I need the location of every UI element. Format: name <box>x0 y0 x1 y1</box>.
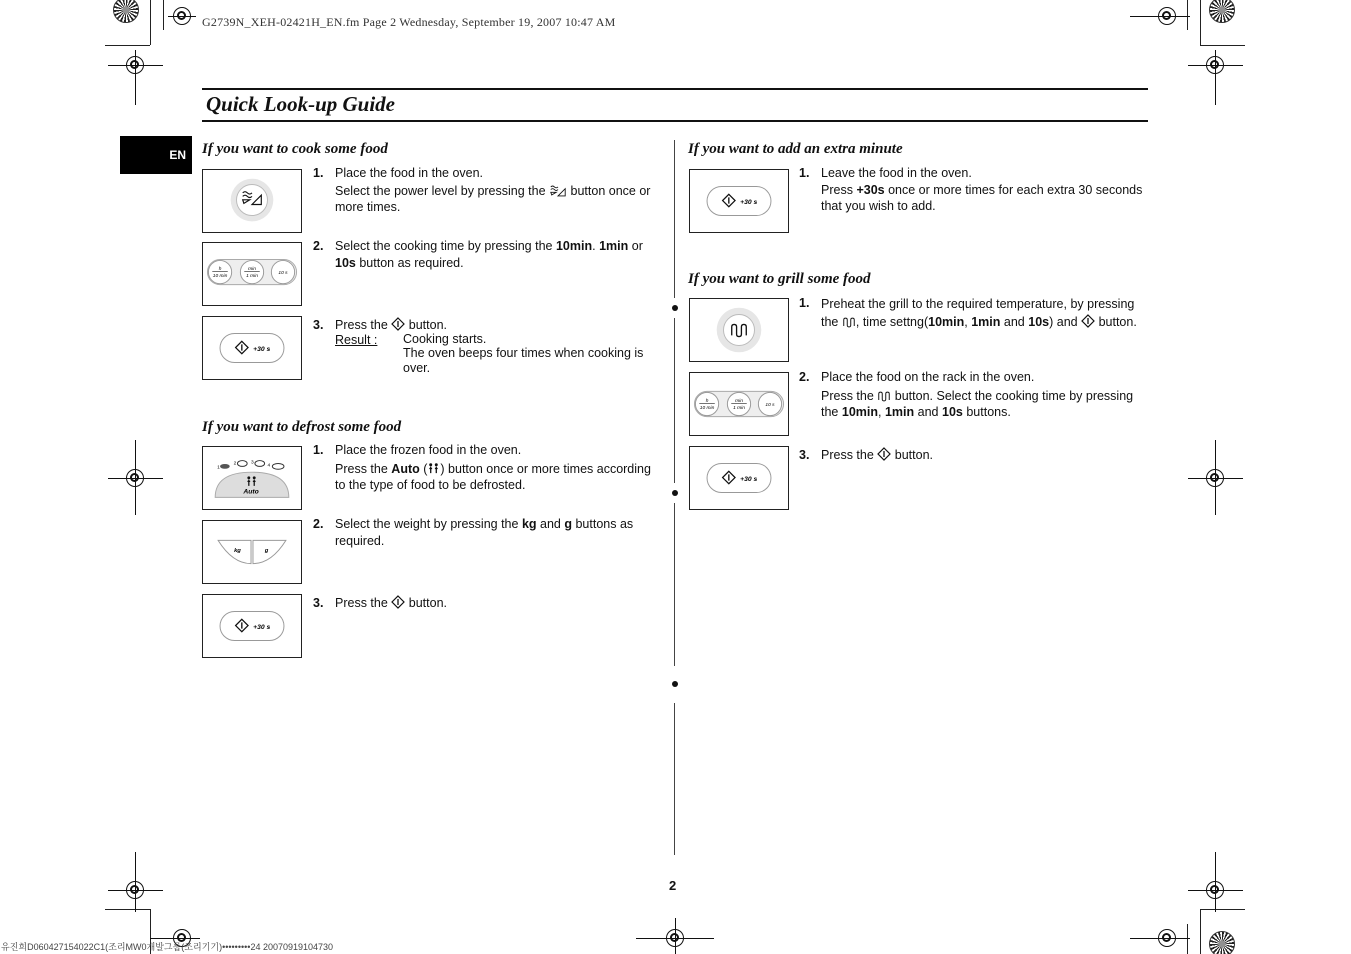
step-text: Place the food in the oven. <box>335 166 484 180</box>
step-number: 2. <box>313 517 324 531</box>
step-text: required. <box>335 533 385 548</box>
registration-crosshair <box>1130 938 1190 939</box>
hour-label: h <box>705 399 709 405</box>
start-icon <box>1081 314 1095 328</box>
bold-text: 10s <box>335 255 356 270</box>
registration-crosshair <box>1215 852 1216 912</box>
bold-text: 10min <box>928 315 965 329</box>
step-number: 1. <box>313 443 324 457</box>
step-number: 1. <box>799 296 810 310</box>
step-text: Leave the food in the oven. <box>821 166 972 180</box>
title-bottom-rule <box>202 120 1148 122</box>
start-icon <box>877 447 891 461</box>
time-buttons-panel <box>202 242 302 306</box>
plus30-label: +30 s <box>740 198 758 206</box>
step-number: 3. <box>313 596 324 610</box>
hour-label: h <box>218 267 222 273</box>
registration-star-mark <box>1209 0 1235 23</box>
crop-mark <box>163 0 164 30</box>
time-buttons-panel <box>689 372 789 436</box>
auto-step-label: 1 <box>217 465 220 471</box>
step-number: 3. <box>799 448 810 462</box>
registration-crosshair <box>150 938 200 939</box>
start-button-illustration <box>203 595 301 657</box>
start-icon <box>391 595 405 609</box>
step-text: button as required. <box>359 255 464 270</box>
title-top-rule <box>202 88 1148 90</box>
step-text: buttons as <box>575 517 634 531</box>
power-level-icon <box>549 184 567 197</box>
step-text: ) and <box>1049 315 1078 329</box>
step-text: Press the <box>335 318 388 332</box>
bold-text: 10min <box>841 405 879 419</box>
power-level-button-illustration <box>203 170 301 232</box>
step-text: , <box>878 405 882 419</box>
start-button-panel <box>689 446 789 510</box>
auto-defrost-icon <box>427 462 440 475</box>
step-text: Press the <box>335 596 388 610</box>
step-text: button. <box>408 318 448 332</box>
result-text: Cooking starts. <box>403 331 487 346</box>
crop-mark <box>1200 45 1245 46</box>
step-number: 1. <box>799 166 810 180</box>
crop-mark <box>1187 0 1188 30</box>
step-text: , <box>964 315 968 329</box>
bold-text: kg <box>521 517 537 531</box>
step-number: 3. <box>313 318 324 332</box>
registration-star-mark <box>113 0 139 23</box>
auto-label: Auto <box>243 488 259 496</box>
section-heading-extra-minute: If you want to add an extra minute <box>688 141 903 157</box>
bold-text: +30s <box>856 182 885 197</box>
one-min-label: 1 min <box>246 273 258 279</box>
registration-crosshair <box>135 50 136 105</box>
step-text: Press the <box>821 448 874 462</box>
section-heading-defrost: If you want to defrost some food <box>202 419 402 435</box>
step-text: and <box>1003 315 1025 329</box>
divider-dot <box>672 681 678 687</box>
result-text: The oven beeps four times when cooking is <box>403 346 644 360</box>
language-tab: EN <box>120 136 192 174</box>
step-text: and <box>917 405 939 419</box>
plus30-label: +30 s <box>253 345 271 353</box>
weight-buttons-illustration <box>203 521 301 583</box>
step-text: ) button once or more times according <box>440 461 651 476</box>
step-text: that you wish to add. <box>821 199 936 213</box>
step-text: Place the frozen food in the oven. <box>335 443 522 457</box>
bold-text: 1min <box>599 239 629 253</box>
step-text: Select the weight by pressing the <box>335 517 519 531</box>
power-level-button-panel <box>202 169 302 233</box>
crop-mark <box>1200 0 1201 45</box>
auto-defrost-button-panel <box>202 446 302 510</box>
section-heading-cook: If you want to cook some food <box>202 141 388 157</box>
step-text: Press the <box>821 388 874 403</box>
ten-s-label: 10 s <box>278 271 288 276</box>
step-text: Select the power level by pressing the <box>335 183 546 198</box>
auto-step-label: 3 <box>251 460 254 466</box>
time-buttons-illustration <box>690 373 788 435</box>
registration-crosshair <box>1188 478 1243 479</box>
start-button-illustration <box>203 317 301 379</box>
kg-label: kg <box>234 548 241 554</box>
one-min-label: 1 min <box>733 405 745 411</box>
bold-text: 10min <box>555 239 593 253</box>
ten-s-label: 10 s <box>765 402 775 408</box>
auto-step-label: 4 <box>267 463 271 469</box>
result-text: over. <box>403 360 431 375</box>
footer-print-info: 유진희D060427154022C1(조리MW0개발그룹(조리기기)•••••••••24 20070919104730 <box>1 942 334 952</box>
bold-text: 10s <box>942 405 963 419</box>
step-number: 1. <box>313 166 324 180</box>
step-text: once or more times for each extra 30 seconds <box>888 182 1143 197</box>
plus30-label: +30 s <box>740 475 758 483</box>
step-text: and <box>540 517 561 531</box>
page-number: 2 <box>669 878 677 893</box>
file-header-line: G2739N_XEH-02421H_EN.fm Page 2 Wednesday, September 19, 2007 10:47 AM <box>202 15 616 29</box>
registration-crosshair <box>168 16 196 17</box>
grill-icon <box>877 391 891 402</box>
g-label: g <box>264 548 269 554</box>
bold-text: 1min <box>971 315 1001 329</box>
min-label: min <box>248 267 256 273</box>
start-button-panel <box>689 169 789 233</box>
crop-mark <box>105 45 150 46</box>
crop-mark <box>150 0 151 45</box>
step-text: , time settng( <box>855 315 929 329</box>
start-icon <box>391 317 405 331</box>
step-text: button. Select the cooking time by pressing <box>894 388 1134 403</box>
registration-crosshair <box>135 852 136 912</box>
step-text: or <box>631 239 643 253</box>
step-text: ( <box>423 461 428 476</box>
registration-crosshair <box>1188 65 1243 66</box>
grill-button-illustration <box>690 299 788 361</box>
step-text: the <box>821 315 839 329</box>
registration-crosshair <box>1215 50 1216 105</box>
weight-buttons-panel <box>202 520 302 584</box>
registration-crosshair <box>108 478 163 479</box>
bold-text: g <box>564 517 572 531</box>
bold-text: Auto <box>391 461 420 476</box>
bold-text: 1min <box>884 405 915 419</box>
crop-mark <box>1187 924 1188 954</box>
column-divider <box>674 703 675 855</box>
registration-crosshair <box>675 918 676 954</box>
step-text: button. <box>408 596 448 610</box>
registration-crosshair <box>108 65 163 66</box>
step-text: to the type of food to be defrosted. <box>335 478 526 492</box>
crop-mark <box>1200 909 1245 910</box>
plus30-label: +30 s <box>253 623 271 631</box>
start-button-illustration <box>690 447 788 509</box>
column-divider <box>674 140 675 298</box>
start-button-panel <box>202 594 302 658</box>
crop-mark <box>105 909 150 910</box>
registration-crosshair <box>1130 16 1190 17</box>
bold-text: 10s <box>1028 315 1050 329</box>
ten-min-label: 10 min <box>212 273 228 279</box>
divider-dot <box>672 305 678 311</box>
auto-step-label: 2 <box>233 461 237 467</box>
step-number: 2. <box>313 239 324 253</box>
step-number: 2. <box>799 370 810 384</box>
registration-star-mark <box>1209 931 1235 954</box>
result-label: Result : <box>335 332 378 347</box>
section-heading-grill: If you want to grill some food <box>688 271 871 287</box>
registration-crosshair <box>1188 890 1243 891</box>
step-text: buttons. <box>966 405 1011 419</box>
step-text: Press the <box>335 461 388 476</box>
ten-min-label: 10 min <box>699 405 715 411</box>
auto-defrost-button-illustration <box>203 447 301 509</box>
step-text: button. <box>894 448 934 462</box>
start-button-panel <box>202 316 302 380</box>
step-text: the <box>821 405 839 419</box>
grill-icon <box>842 317 856 328</box>
step-text: button once or <box>570 183 651 198</box>
step-text: Place the food on the rack in the oven. <box>821 370 1035 384</box>
crop-mark <box>1200 909 1201 954</box>
start-button-illustration <box>690 170 788 232</box>
step-text: more times. <box>335 200 401 214</box>
step-text: button. <box>1098 315 1137 329</box>
grill-button-panel <box>689 298 789 362</box>
step-text: . <box>592 239 596 253</box>
step-text: Press <box>821 182 853 197</box>
time-buttons-illustration <box>203 243 301 305</box>
registration-crosshair <box>108 890 163 891</box>
step-text: Preheat the grill to the required temperature, by pressing <box>821 297 1135 311</box>
min-label: min <box>735 399 743 405</box>
step-text: Select the cooking time by pressing the <box>335 239 553 253</box>
page-title: Quick Look-up Guide <box>206 92 395 116</box>
